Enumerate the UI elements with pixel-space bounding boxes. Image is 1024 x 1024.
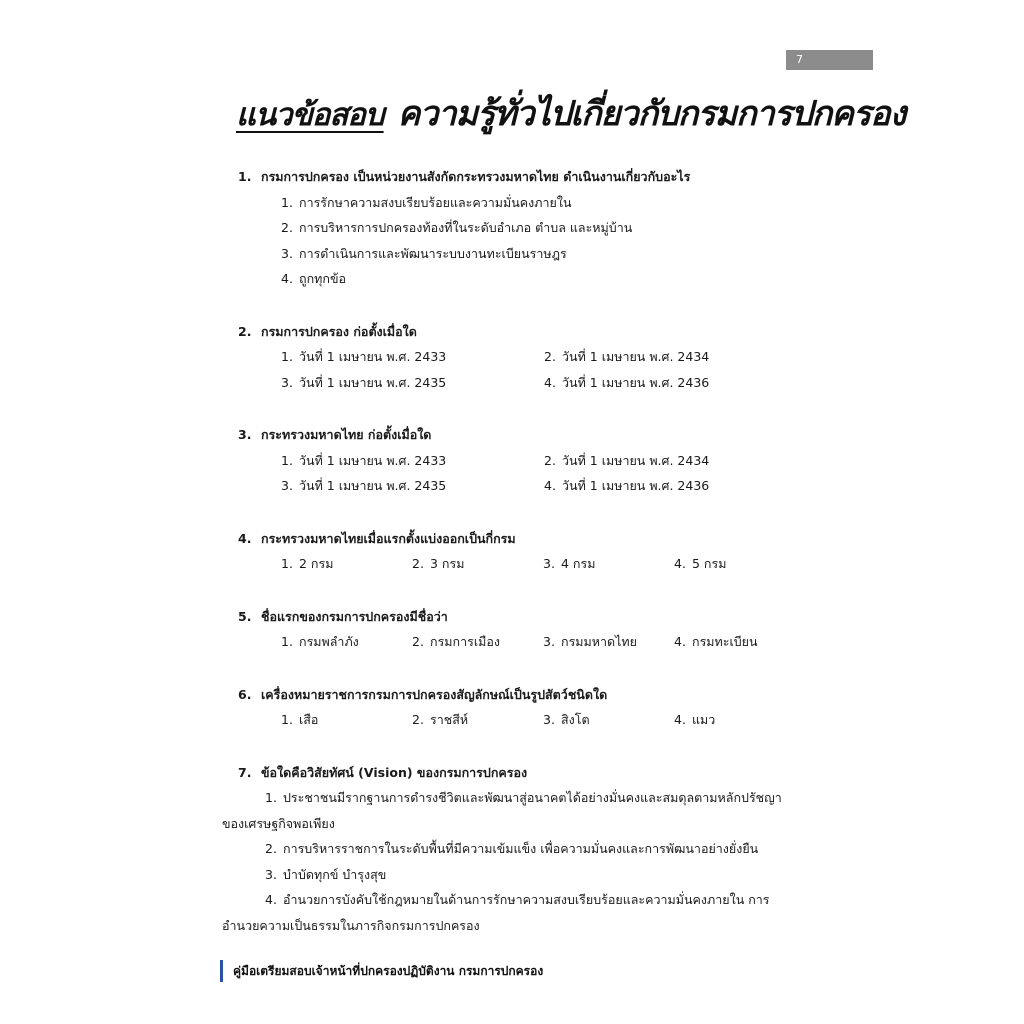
choice-1: 1. การรักษาความสงบเรียบร้อยและความมั่นคงภายใน xyxy=(281,194,572,210)
page-number-tab xyxy=(786,50,873,70)
choice-1: 1. วันที่ 1 เมษายน พ.ศ. 2433 xyxy=(281,349,447,364)
choice-3: 3. วันที่ 1 เมษายน พ.ศ. 2435 xyxy=(281,478,447,493)
choice-3: 3. 4 กรม xyxy=(543,556,596,571)
running-footer xyxy=(220,960,543,982)
question-1 xyxy=(238,164,798,292)
question-stem xyxy=(238,682,798,708)
choice-2: 2. กรมการเมือง xyxy=(412,634,500,649)
choice-1: 1. กรมพลำภัง xyxy=(281,634,359,649)
question-number: 4. xyxy=(238,530,252,546)
title-label: แนวข้อสอบ xyxy=(236,97,384,133)
choice-2: 2. 3 กรม xyxy=(412,556,465,571)
choice-4: 4. แมว xyxy=(674,712,716,727)
choice-3: 3. กรมมหาดไทย xyxy=(543,634,637,649)
choice-4: 4. 5 กรม xyxy=(674,556,727,571)
question-text: กระทรวงมหาดไทยเมื่อแรกตั้งแบ่งออกเป็นกี่กรม xyxy=(261,530,516,546)
question-text: ชื่อแรกของกรมการปกครองมีชื่อว่า xyxy=(261,608,448,624)
choice-2: 2. ราชสีห์ xyxy=(412,712,469,727)
question-6 xyxy=(238,682,798,733)
question-stem xyxy=(238,319,798,345)
choice-3: 3. สิงโต xyxy=(543,712,590,727)
question-stem xyxy=(238,604,798,630)
question-number: 3. xyxy=(238,427,252,442)
choice-4: 4. ถูกทุกข้อ xyxy=(281,271,346,286)
choice-1: 1. เสือ xyxy=(281,712,319,727)
question-stem xyxy=(238,526,798,552)
page-number: 7 xyxy=(796,53,803,66)
choice-3: 3. บำบัดทุกข์ บำรุงสุข xyxy=(265,866,387,882)
choice-1: 1. 2 กรม xyxy=(281,556,334,571)
question-text: ข้อใดคือวิสัยทัศน์ (Vision) ของกรมการปกครอง xyxy=(261,764,528,780)
question-5 xyxy=(238,604,798,655)
footer-text: คู่มือเตรียมสอบเจ้าหน้าที่ปกครองปฏิบัติงาน กรมการปกครอง xyxy=(233,964,544,978)
question-7 xyxy=(222,760,798,939)
question-text: กระทรวงมหาดไทย ก่อตั้งเมื่อใด xyxy=(261,427,432,442)
choice-1: 1. วันที่ 1 เมษายน พ.ศ. 2433 xyxy=(281,452,447,468)
choice-2: 2. การบริหารราชการในระดับพื้นที่มีความเข้มแข็ง เพื่อความมั่นคงและการพัฒนาอย่างยั่งยืน xyxy=(265,841,759,856)
choice-2: 2. วันที่ 1 เมษายน พ.ศ. 2434 xyxy=(544,349,710,364)
page-title xyxy=(236,86,906,146)
question-list xyxy=(222,164,798,965)
choice-2: 2. วันที่ 1 เมษายน พ.ศ. 2434 xyxy=(544,452,710,468)
choice-4: 4. อำนวยการบังคับใช้กฎหมายในด้านการรักษาความสงบเรียบร้อยและความมั่นคงภายใน การอำนวยความเป็นธรรมในภารกิจกรมการปกครอง xyxy=(222,892,770,933)
question-number: 1. xyxy=(238,169,252,184)
question-4 xyxy=(238,526,798,577)
choice-2: 2. การบริหารการปกครองท้องที่ในระดับอำเภอ ตำบล และหมู่บ้าน xyxy=(281,220,633,235)
question-text: กรมการปกครอง เป็นหน่วยงานสังกัดกระทรวงมหาดไทย ดำเนินงานเกี่ยวกับอะไร xyxy=(261,169,691,184)
question-3 xyxy=(238,422,798,499)
question-text: เครื่องหมายราชการกรมการปกครองสัญลักษณ์เป็นรูปสัตว์ชนิดใด xyxy=(261,686,608,702)
choice-3: 3. วันที่ 1 เมษายน พ.ศ. 2435 xyxy=(281,374,447,390)
question-number: 6. xyxy=(238,686,252,702)
choice-1: 1. ประชาชนมีรากฐานการดำรงชีวิตและพัฒนาสู่อนาคตได้อย่างมั่นคงและสมดุลตามหลักปรัชญาของเศรษฐกิจพอเพียง xyxy=(222,790,782,831)
choice-4: 4. วันที่ 1 เมษายน พ.ศ. 2436 xyxy=(544,374,710,390)
choice-4: 4. วันที่ 1 เมษายน พ.ศ. 2436 xyxy=(544,478,710,493)
question-number: 5. xyxy=(238,608,252,624)
question-stem xyxy=(238,164,798,190)
question-number: 2. xyxy=(238,323,252,339)
choice-4: 4. กรมทะเบียน xyxy=(674,634,758,649)
question-stem xyxy=(238,760,798,786)
question-2 xyxy=(238,319,798,396)
title-topic: ความรู้ทั่วไปเกี่ยวกับกรมการปกครอง xyxy=(397,94,906,134)
question-number: 7. xyxy=(238,764,252,780)
question-stem xyxy=(238,422,798,448)
question-text: กรมการปกครอง ก่อตั้งเมื่อใด xyxy=(261,323,417,339)
choice-3: 3. การดำเนินการและพัฒนาระบบงานทะเบียนราษฎร xyxy=(281,245,567,261)
